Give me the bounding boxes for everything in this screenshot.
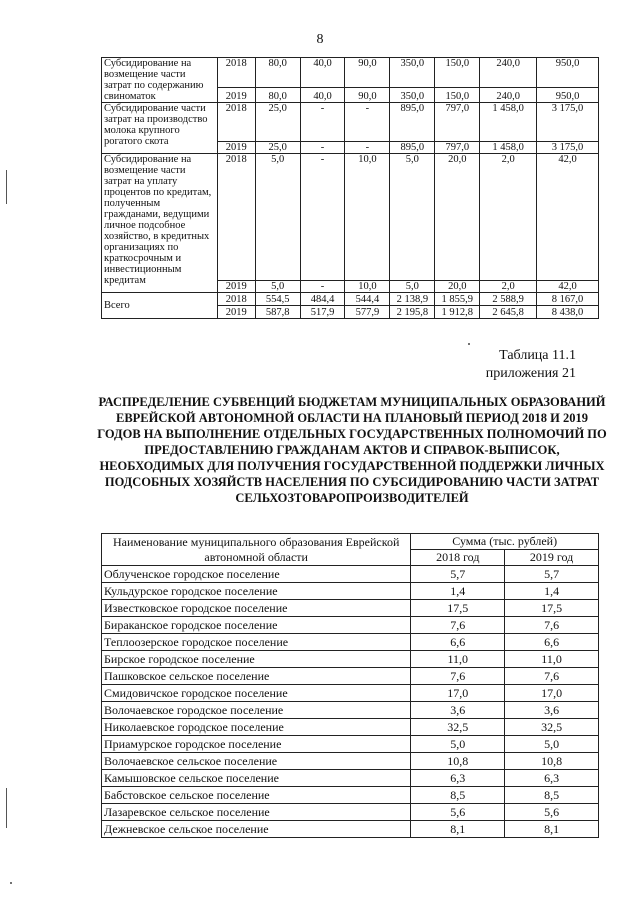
- value-2018: 8,1: [411, 821, 505, 838]
- page-number: 8: [316, 32, 324, 47]
- table-row: [102, 154, 599, 281]
- year-cell: 2018: [217, 154, 255, 281]
- value-cell: 240,0: [480, 58, 537, 88]
- value-cell: 150,0: [435, 88, 480, 103]
- value-2018: 17,5: [411, 600, 505, 617]
- table-caption-number: Таблица 11.1: [499, 348, 576, 363]
- total-value-cell: 2 195,8: [390, 306, 435, 319]
- value-cell: 10,0: [345, 154, 390, 281]
- total-value-cell: 517,9: [300, 306, 345, 319]
- total-value-cell: 484,4: [300, 293, 345, 306]
- table-row: [102, 103, 599, 142]
- value-2019: 5,7: [505, 566, 599, 583]
- value-cell: 797,0: [435, 142, 480, 154]
- value-2019: 3,6: [505, 702, 599, 719]
- scan-dot: [10, 882, 12, 884]
- value-2018: 5,6: [411, 804, 505, 821]
- value-2019: 10,8: [505, 753, 599, 770]
- value-cell: 10,0: [345, 281, 390, 293]
- value-cell: -: [345, 142, 390, 154]
- value-2018: 32,5: [411, 719, 505, 736]
- total-value-cell: 1 912,8: [435, 306, 480, 319]
- value-2019: 7,6: [505, 617, 599, 634]
- value-cell: 80,0: [255, 58, 300, 88]
- value-2019: 8,5: [505, 787, 599, 804]
- value-cell: 40,0: [300, 58, 345, 88]
- value-2018: 7,6: [411, 617, 505, 634]
- value-cell: 150,0: [435, 58, 480, 88]
- year-cell: 2018: [217, 293, 255, 306]
- value-cell: 2,0: [480, 281, 537, 293]
- value-2018: 3,6: [411, 702, 505, 719]
- year-cell: 2018: [217, 103, 255, 142]
- municipality-name: Известковское городское поселение: [102, 600, 411, 617]
- table-caption-appendix: приложения 21: [485, 366, 576, 381]
- document-title: РАСПРЕДЕЛЕНИЕ СУБВЕНЦИЙ БЮДЖЕТАМ МУНИЦИПАЛЬНЫХ ОБРАЗОВАНИЙ ЕВРЕЙСКОЙ АВТОНОМНОЙ ОБЛАСТИ НА ПЛАНОВЫЙ ПЕРИОД 2018 И 2019 ГОДОВ НА ВЫПОЛНЕНИЕ ОТДЕЛЬНЫХ ГОСУДАРСТВЕННЫХ ПОЛНОМОЧИЙ ПО ПРЕДОСТАВЛЕНИЮ ГРАЖДАНАМ АКТОВ И СПРАВОК-ВЫПИСОК, НЕОБХОДИМЫХ ДЛЯ ПОЛУЧЕНИЯ ГОСУДАРСТВЕННОЙ ПОДДЕРЖКИ ЛИЧНЫХ ПОДСОБНЫХ ХОЗЯЙСТВ НАСЕЛЕНИЯ ПО СУБСИДИРОВАНИЮ ЧАСТИ ЗАТРАТ СЕЛЬХОЗТОВАРОПРОИЗВОДИТЕЛЕЙ: [97, 395, 607, 505]
- value-cell: 1 458,0: [480, 142, 537, 154]
- year-cell: 2019: [217, 142, 255, 154]
- table-row: [102, 617, 599, 634]
- header-2019: 2019 год: [505, 550, 599, 566]
- table-row: [102, 770, 599, 787]
- value-2019: 5,0: [505, 736, 599, 753]
- value-2019: 5,6: [505, 804, 599, 821]
- value-2019: 8,1: [505, 821, 599, 838]
- municipality-name: Пашковское сельское поселение: [102, 668, 411, 685]
- value-cell: 3 175,0: [537, 103, 599, 142]
- municipality-name: Дежневское сельское поселение: [102, 821, 411, 838]
- value-cell: 20,0: [435, 154, 480, 281]
- total-label: Всего: [102, 293, 218, 319]
- value-cell: -: [300, 154, 345, 281]
- value-2019: 17,0: [505, 685, 599, 702]
- municipality-name: Волочаевское сельское поселение: [102, 753, 411, 770]
- value-2019: 17,5: [505, 600, 599, 617]
- value-2019: 7,6: [505, 668, 599, 685]
- value-2019: 1,4: [505, 583, 599, 600]
- value-cell: 5,0: [390, 154, 435, 281]
- header-sum: Сумма (тыс. рублей): [411, 534, 599, 550]
- total-value-cell: 1 855,9: [435, 293, 480, 306]
- value-2018: 17,0: [411, 685, 505, 702]
- municipality-name: Волочаевское городское поселение: [102, 702, 411, 719]
- municipality-name: Приамурское городское поселение: [102, 736, 411, 753]
- value-cell: 950,0: [537, 58, 599, 88]
- table-row: [102, 668, 599, 685]
- year-cell: 2019: [217, 306, 255, 319]
- municipality-name: Николаевское городское поселение: [102, 719, 411, 736]
- value-2018: 5,7: [411, 566, 505, 583]
- value-2018: 11,0: [411, 651, 505, 668]
- total-value-cell: 8 438,0: [537, 306, 599, 319]
- value-2019: 32,5: [505, 719, 599, 736]
- value-cell: 5,0: [255, 281, 300, 293]
- value-cell: 3 175,0: [537, 142, 599, 154]
- value-cell: 80,0: [255, 88, 300, 103]
- total-row: [102, 293, 599, 306]
- value-2018: 6,6: [411, 634, 505, 651]
- scan-dot: [468, 343, 470, 345]
- table-row: [102, 58, 599, 88]
- value-2018: 10,8: [411, 753, 505, 770]
- value-cell: 895,0: [390, 103, 435, 142]
- value-cell: 895,0: [390, 142, 435, 154]
- value-2018: 6,3: [411, 770, 505, 787]
- table-row: [102, 651, 599, 668]
- total-value-cell: 587,8: [255, 306, 300, 319]
- value-cell: 20,0: [435, 281, 480, 293]
- value-cell: -: [300, 103, 345, 142]
- value-cell: 350,0: [390, 58, 435, 88]
- value-cell: 90,0: [345, 58, 390, 88]
- value-2018: 5,0: [411, 736, 505, 753]
- table-row: [102, 634, 599, 651]
- table-row: [102, 600, 599, 617]
- table-row: [102, 787, 599, 804]
- table-row: [102, 719, 599, 736]
- value-2019: 11,0: [505, 651, 599, 668]
- value-cell: 797,0: [435, 103, 480, 142]
- table-row: [102, 753, 599, 770]
- total-value-cell: 577,9: [345, 306, 390, 319]
- total-value-cell: 544,4: [345, 293, 390, 306]
- value-cell: 5,0: [255, 154, 300, 281]
- municipality-name: Бирское городское поселение: [102, 651, 411, 668]
- year-cell: 2019: [217, 88, 255, 103]
- value-cell: 40,0: [300, 88, 345, 103]
- value-cell: 5,0: [390, 281, 435, 293]
- year-cell: 2019: [217, 281, 255, 293]
- value-cell: 25,0: [255, 103, 300, 142]
- total-value-cell: 554,5: [255, 293, 300, 306]
- left-margin-mark: [6, 170, 7, 204]
- table-row: [102, 804, 599, 821]
- value-cell: 42,0: [537, 154, 599, 281]
- total-value-cell: 2 645,8: [480, 306, 537, 319]
- value-cell: 240,0: [480, 88, 537, 103]
- table-row: [102, 821, 599, 838]
- table-row: [102, 736, 599, 753]
- value-cell: 90,0: [345, 88, 390, 103]
- value-cell: 1 458,0: [480, 103, 537, 142]
- municipality-name: Бираканское городское поселение: [102, 617, 411, 634]
- year-cell: 2018: [217, 58, 255, 88]
- municipality-name: Теплоозерское городское поселение: [102, 634, 411, 651]
- value-cell: 950,0: [537, 88, 599, 103]
- municipality-name: Бабстовское сельское поселение: [102, 787, 411, 804]
- value-cell: -: [345, 103, 390, 142]
- table-row: [102, 702, 599, 719]
- municipality-name: Камышовское сельское поселение: [102, 770, 411, 787]
- municipality-name: Лазаревское сельское поселение: [102, 804, 411, 821]
- subsidy-name: Субсидирование части затрат на производство молока крупного рогатого скота: [102, 103, 218, 154]
- total-value-cell: 8 167,0: [537, 293, 599, 306]
- value-2019: 6,3: [505, 770, 599, 787]
- subsidy-table: [101, 57, 599, 319]
- header-2018: 2018 год: [411, 550, 505, 566]
- municipality-name: Смидовичское городское поселение: [102, 685, 411, 702]
- municipality-name: Кульдурское городское поселение: [102, 583, 411, 600]
- left-margin-mark: [6, 788, 7, 828]
- value-2019: 6,6: [505, 634, 599, 651]
- table-row: [102, 685, 599, 702]
- subsidy-name: Субсидирование на возмещение части затрат по содержанию свиноматок: [102, 58, 218, 103]
- header-municipality: Наименование муниципального образования Еврейской автономной области: [102, 534, 411, 566]
- value-cell: 2,0: [480, 154, 537, 281]
- value-cell: 42,0: [537, 281, 599, 293]
- value-cell: 25,0: [255, 142, 300, 154]
- total-value-cell: 2 138,9: [390, 293, 435, 306]
- value-2018: 8,5: [411, 787, 505, 804]
- subsidy-name: Субсидирование на возмещение части затрат на уплату процентов по кредитам, полученным гражданами, ведущими личное подсобное хозяйство, в кредитных организациях по краткосрочным и инвестиционным кредитам: [102, 154, 218, 293]
- table-row: [102, 583, 599, 600]
- total-value-cell: 2 588,9: [480, 293, 537, 306]
- value-cell: -: [300, 281, 345, 293]
- value-2018: 1,4: [411, 583, 505, 600]
- value-cell: 350,0: [390, 88, 435, 103]
- municipality-table: [101, 533, 599, 838]
- table-row: [102, 566, 599, 583]
- value-2018: 7,6: [411, 668, 505, 685]
- municipality-name: Облученское городское поселение: [102, 566, 411, 583]
- value-cell: -: [300, 142, 345, 154]
